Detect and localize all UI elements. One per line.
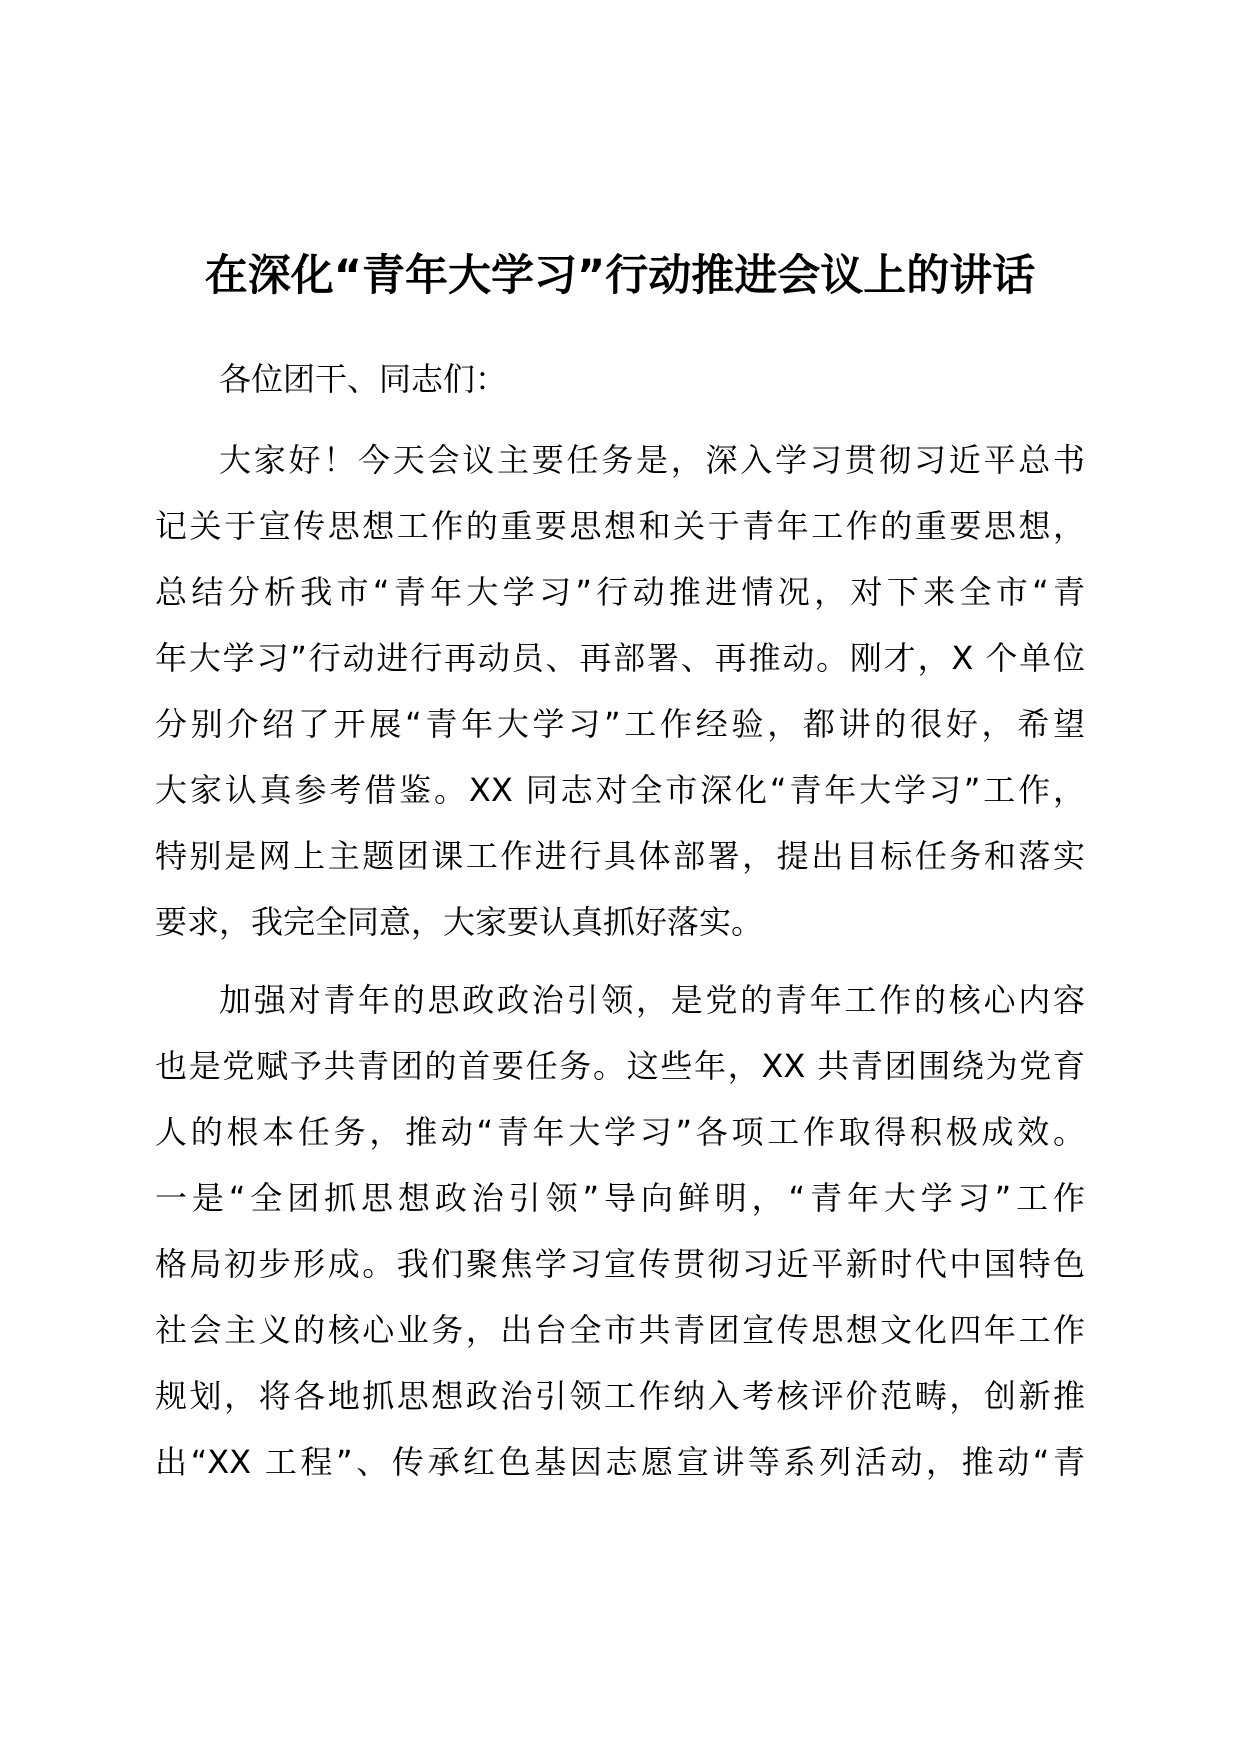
salutation: 各位团干、同志们：: [219, 360, 508, 398]
paragraph-line: 记关于宣传思想工作的重要思想和关于青年工作的重要思想，: [155, 507, 1085, 545]
paragraph-line: 大家好！今天会议主要任务是，深入学习贯彻习近平总书: [219, 441, 1085, 479]
paragraph-line: 要求，我完全同意，大家要认真抓好落实。: [155, 903, 764, 941]
paragraph-line: 也是党赋予共青团的首要任务。这些年，XX 共青团围绕为党育: [155, 1047, 1085, 1085]
paragraph-line: 一是“全团抓思想政治引领”导向鲜明，“青年大学习”工作: [155, 1179, 1085, 1217]
paragraph-line: 规划，将各地抓思想政治引领工作纳入考核评价范畴，创新推: [155, 1377, 1085, 1415]
paragraph-line: 年大学习”行动进行再动员、再部署、再推动。刚才，X 个单位: [155, 639, 1085, 677]
paragraph-line: 格局初步形成。我们聚焦学习宣传贯彻习近平新时代中国特色: [155, 1245, 1085, 1283]
paragraph-line: 总结分析我市“青年大学习”行动推进情况，对下来全市“青: [155, 573, 1085, 611]
paragraph-line: 出“XX 工程”、传承红色基因志愿宣讲等系列活动，推动“青: [155, 1443, 1085, 1481]
paragraph-line: 社会主义的核心业务，出台全市共青团宣传思想文化四年工作: [155, 1311, 1085, 1349]
paragraph-line: 人的根本任务，推动“青年大学习”各项工作取得积极成效。: [155, 1113, 1085, 1151]
paragraph-line: 加强对青年的思政政治引领，是党的青年工作的核心内容: [219, 981, 1085, 1019]
document-title: 在深化“青年大学习”行动推进会议上的讲话: [204, 251, 1036, 301]
paragraph-line: 大家认真参考借鉴。XX 同志对全市深化“青年大学习”工作，: [155, 771, 1085, 809]
paragraph-line: 特别是网上主题团课工作进行具体部署，提出目标任务和落实: [155, 837, 1085, 875]
paragraph-1: [155, 427, 1085, 955]
paragraph-2: [155, 967, 1085, 1495]
paragraph-line: 分别介绍了开展“青年大学习”工作经验，都讲的很好，希望: [155, 705, 1085, 743]
